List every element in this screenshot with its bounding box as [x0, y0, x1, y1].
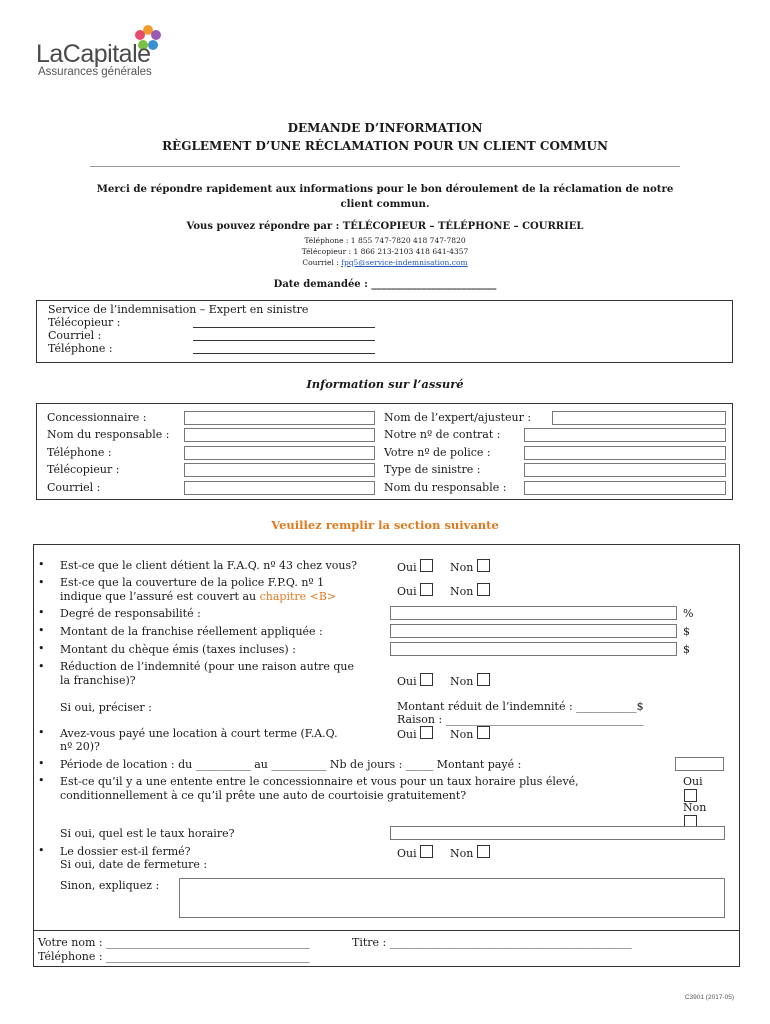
q2-yes-checkbox[interactable]	[420, 583, 433, 596]
q6-no	[450, 673, 490, 688]
question-coverage-line2	[60, 590, 336, 603]
bullet: •	[38, 558, 45, 571]
insured-left-label: Télécopieur :	[47, 463, 120, 476]
deductible-field[interactable]	[390, 624, 677, 638]
reply-fax: Télécopieur : 1 866 213-2103 418 641-4357	[301, 247, 469, 256]
telecopieur-field[interactable]	[184, 463, 375, 477]
bullet: •	[38, 624, 45, 637]
question-cheque: Montant du chèque émis (taxes incluses) :	[60, 643, 296, 656]
q1-yes	[397, 559, 433, 574]
question-rental-line2: nº 20)?	[60, 740, 100, 753]
chapter-b-link[interactable]: chapitre <B>	[259, 590, 337, 603]
yes-label: Oui	[397, 847, 417, 860]
signature-name[interactable]: Votre nom : _____________________________________	[38, 936, 310, 949]
reply-email	[0, 258, 770, 267]
insured-right-label: Nom de l’expert/ajusteur :	[384, 411, 532, 424]
reply-email-link[interactable]: fpq5@service-indemnisation.com	[341, 258, 468, 267]
otherwise-label: Sinon, expliquez :	[60, 879, 160, 892]
insured-right-label: Type de sinistre :	[384, 463, 481, 476]
title-line2: RÈGLEMENT D’UNE RÉCLAMATION POUR UN CLIENT COMMUN	[162, 139, 608, 153]
insured-right-label: Nom du responsable :	[384, 481, 507, 494]
logo-name: LaCapitale	[36, 40, 151, 68]
q7-no	[450, 726, 490, 741]
signature-divider	[33, 930, 740, 931]
reason-line[interactable]: Raison : ____________________________________	[397, 713, 644, 726]
question-coverage-text: indique que l’assuré est couvert au	[60, 590, 257, 603]
dollar-unit: $	[683, 643, 690, 656]
q9-yes-label: Oui	[683, 775, 703, 788]
bullet: •	[38, 844, 45, 857]
no-label: Non	[450, 675, 474, 688]
insured-left-label: Courriel :	[47, 481, 101, 494]
service-email-label: Courriel :	[48, 329, 102, 342]
dollar-unit: $	[683, 625, 690, 638]
concessionnaire-field[interactable]	[184, 411, 375, 425]
no-label: Non	[450, 728, 474, 741]
q10-no	[450, 845, 490, 860]
q6-yes	[397, 673, 433, 688]
question-rental-line1: Avez-vous payé une location à court terme (F.A.Q.	[60, 727, 338, 740]
bullet: •	[38, 757, 45, 770]
insured-left-label: Téléphone :	[47, 446, 112, 459]
q6-yes-checkbox[interactable]	[420, 673, 433, 686]
insured-right-label: Votre nº de police :	[384, 446, 491, 459]
responsable-right-field[interactable]	[524, 481, 726, 495]
q10-yes	[397, 845, 433, 860]
amount-paid-field[interactable]	[675, 757, 724, 771]
closing-date-label: Si oui, date de fermeture :	[60, 858, 208, 871]
no-label: Non	[450, 847, 474, 860]
insured-left-label: Concessionnaire :	[47, 411, 147, 424]
cheque-field[interactable]	[390, 642, 677, 656]
insured-right-label: Notre nº de contrat :	[384, 428, 501, 441]
service-email-line[interactable]	[193, 340, 375, 341]
reply-heading: Vous pouvez répondre par : TÉLÉCOPIEUR – TÉLÉPHONE – COURRIEL	[186, 221, 584, 232]
percent-unit: %	[683, 607, 694, 620]
q9-no-label: Non	[683, 801, 707, 814]
date-requested[interactable]: Date demandée : _________________________	[273, 279, 497, 290]
reduced-amount-line[interactable]: Montant réduit de l’indemnité : ___________$	[397, 700, 644, 713]
intro-line1: Merci de répondre rapidement aux informations pour le bon déroulement de la réclamation de notre	[96, 183, 674, 195]
q1-yes-checkbox[interactable]	[420, 559, 433, 572]
question-closed: Le dossier est-il fermé?	[60, 845, 191, 858]
title-line1: DEMANDE D’INFORMATION	[287, 121, 483, 135]
yes-label: Oui	[397, 561, 417, 574]
question-deductible: Montant de la franchise réellement appliquée :	[60, 625, 323, 638]
insured-title: Information sur l’assuré	[306, 377, 464, 391]
no-label: Non	[450, 561, 474, 574]
service-fax-line[interactable]	[193, 327, 375, 328]
q1-no	[450, 559, 490, 574]
q2-no	[450, 583, 490, 598]
question-agreement-line1: Est-ce qu’il y a une entente entre le concessionnaire et vous pour un taux horaire plus élevé,	[60, 775, 579, 788]
bullet: •	[38, 606, 45, 619]
service-fax-label: Télécopieur :	[48, 316, 121, 329]
hourly-rate-label: Si oui, quel est le taux horaire?	[60, 827, 235, 840]
yes-label: Oui	[397, 675, 417, 688]
responsibility-field[interactable]	[390, 606, 677, 620]
question-rental-period: Période de location : du __________ au __________ Nb de jours : _____ Montant payé :	[60, 758, 522, 771]
logo-subtitle: Assurances générales	[38, 66, 152, 78]
service-phone-label: Téléphone :	[48, 342, 113, 355]
q10-yes-checkbox[interactable]	[420, 845, 433, 858]
question-reduction-line1: Réduction de l’indemnité (pour une raison autre que	[60, 660, 355, 673]
reply-phone: Téléphone : 1 855 747-7820 418 747-7820	[304, 236, 466, 245]
q2-yes	[397, 583, 433, 598]
yes-label: Oui	[397, 728, 417, 741]
bullet: •	[38, 774, 45, 787]
q6-no-checkbox[interactable]	[477, 673, 490, 686]
telephone-field[interactable]	[184, 446, 375, 460]
q1-no-checkbox[interactable]	[477, 559, 490, 572]
insured-left-label: Nom du responsable :	[47, 428, 170, 441]
bullet: •	[38, 642, 45, 655]
explanation-field[interactable]	[179, 878, 725, 918]
responsable-field[interactable]	[184, 428, 375, 442]
intro-line2: client commun.	[340, 198, 430, 210]
q10-no-checkbox[interactable]	[477, 845, 490, 858]
bullet: •	[38, 726, 45, 739]
contract-number-field[interactable]	[524, 428, 726, 442]
signature-title[interactable]: Titre : ____________________________________________	[352, 936, 632, 949]
q7-no-checkbox[interactable]	[477, 726, 490, 739]
no-label: Non	[450, 585, 474, 598]
form-code: C3901 (2017-05)	[684, 994, 734, 1001]
hourly-rate-field[interactable]	[390, 826, 725, 840]
question-agreement-line2: conditionnellement à ce qu’il prête une auto de courtoisie gratuitement?	[60, 789, 467, 802]
question-coverage-line1: Est-ce que la couverture de la police F.P.Q. nº 1	[60, 576, 325, 589]
divider	[90, 166, 680, 167]
reply-email-label: Courriel :	[302, 258, 342, 267]
service-phone-line[interactable]	[193, 353, 375, 354]
expert-field[interactable]	[552, 411, 726, 425]
intro-text	[0, 182, 770, 212]
section-title: Veuillez remplir la section suivante	[271, 518, 499, 532]
service-title: Service de l’indemnisation – Expert en sinistre	[48, 303, 309, 316]
q7-yes	[397, 726, 433, 741]
courriel-field[interactable]	[184, 481, 375, 495]
question-faq43: Est-ce que le client détient la F.A.Q. nº 43 chez vous?	[60, 559, 357, 572]
q7-yes-checkbox[interactable]	[420, 726, 433, 739]
yes-label: Oui	[397, 585, 417, 598]
reduction-precise-label: Si oui, préciser :	[60, 701, 152, 714]
bullet: •	[38, 660, 45, 673]
signature-phone[interactable]: Téléphone : _____________________________________	[38, 950, 310, 963]
bullet: •	[38, 576, 45, 589]
question-responsibility: Degré de responsabilité :	[60, 607, 201, 620]
loss-type-field[interactable]	[524, 463, 726, 477]
policy-number-field[interactable]	[524, 446, 726, 460]
q2-no-checkbox[interactable]	[477, 583, 490, 596]
question-reduction-line2: la franchise)?	[60, 674, 136, 687]
